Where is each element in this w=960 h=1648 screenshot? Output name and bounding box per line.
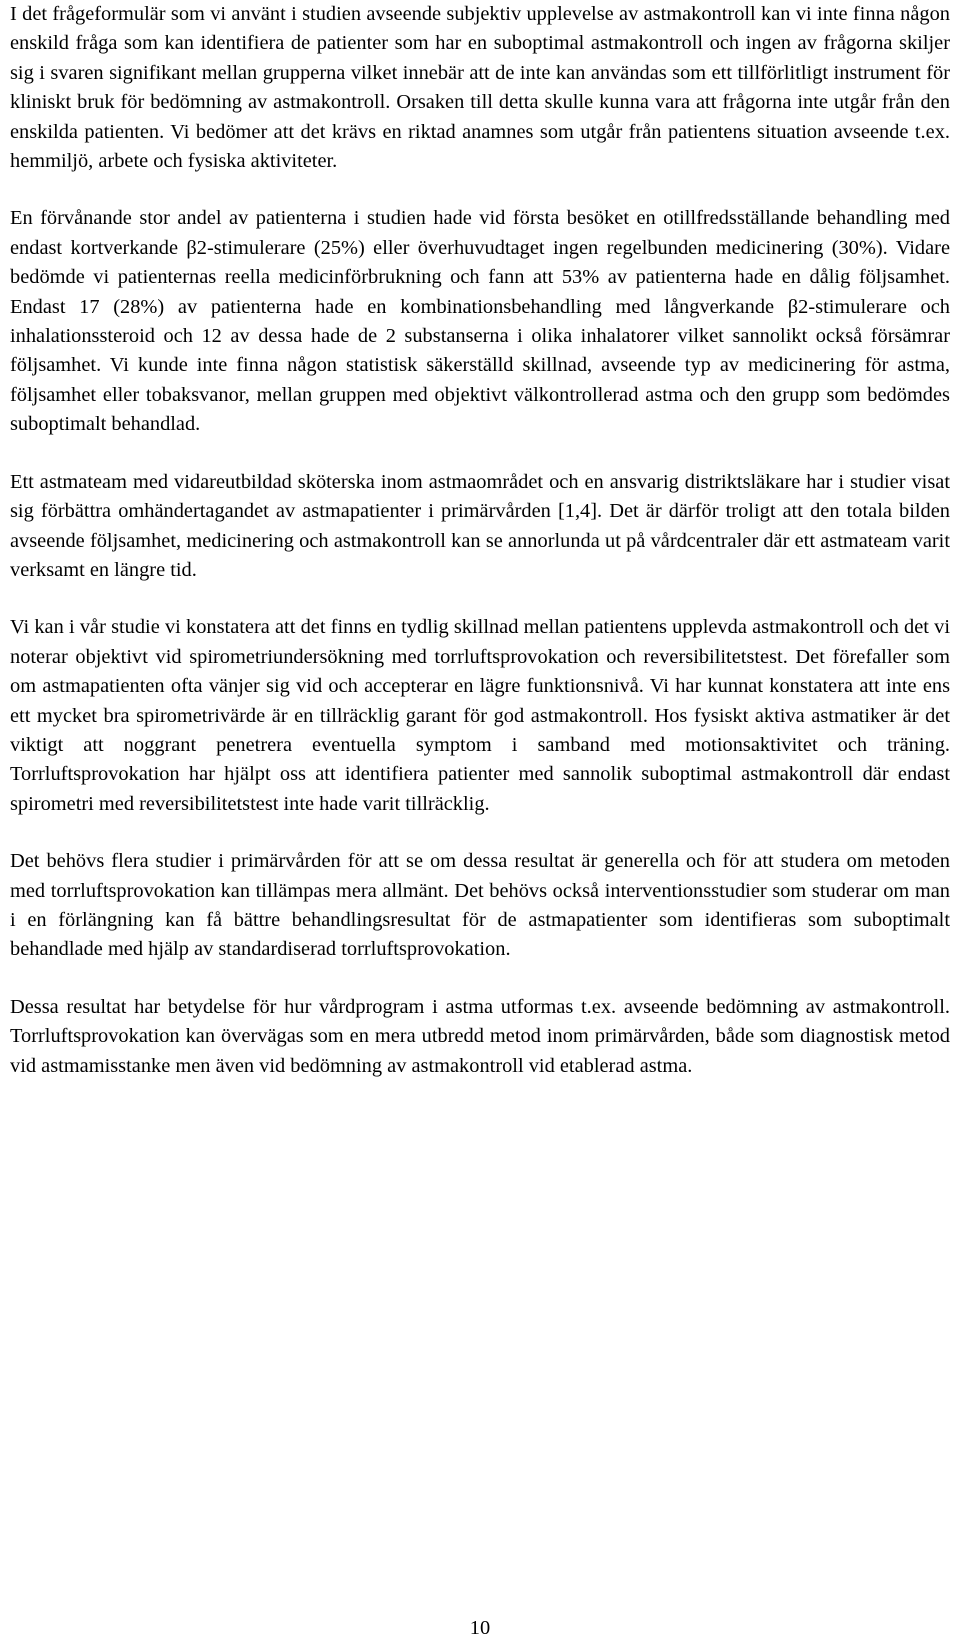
- paragraph-3: Ett astmateam med vidareutbildad sköterska inom astmaområdet och en ansvarig distriktsläkare har i studier visat sig förbättra omhändertagandet av astmapatienter i primärvården [1,4]. Det är därför troligt att den totala bilden avseende följsamhet, medicinering och astmakontroll kan se annorlunda ut på vårdcentraler där ett astmateam varit verksamt en längre tid.: [10, 470, 950, 581]
- paragraph-5: Det behövs flera studier i primärvården för att se om dessa resultat är generella och för att studera om metoden med torrluftsprovokation kan tillämpas mera allmänt. Det behövs också interventionsstudier som studerar om man i en förlängning kan få bättre behandlingsresultat för de astmapatienter som identifieras som suboptimalt behandlade med hjälp av standardiserad torrluftsprovokation.: [10, 850, 950, 961]
- paragraph-6: Dessa resultat har betydelse för hur vårdprogram i astma utformas t.ex. avseende bedömning av astmakontroll. Torrluftsprovokation kan övervägas som en mera utbredd metod inom primärvården, både som diagnostisk metod vid astmamisstanke men även vid bedömning av astmakontroll vid etablerad astma.: [10, 995, 950, 1077]
- page-number: 10: [469, 1617, 491, 1639]
- paragraph-1: I det frågeformulär som vi använt i studien avseende subjektiv upplevelse av astmakontroll kan vi inte finna någon enskild fråga som kan identifiera de patienter som har en suboptimal astmakontroll och ingen av frågorna skiljer sig i svaren signifikant mellan grupperna vilket innebär att de inte kan användas som ett tillförlitligt instrument för kliniskt bruk för bedömning av astmakontroll. Orsaken till detta skulle kunna vara att frågorna inte utgår från den enskilda patienten. Vi bedömer att det krävs en riktad anamnes som utgår från patientens situation avseende t.ex. hemmiljö, arbete och fysiska aktiviteter.: [10, 3, 950, 173]
- document-body: [10, 0, 950, 1109]
- paragraph-2: En förvånande stor andel av patienterna i studien hade vid första besöket en otillfredsställande behandling med endast kortverkande β2-stimulerare (25%) eller överhuvudtaget ingen regelbunden medicinering (30%). Vidare bedömde vi patienternas reella medicinförbrukning och fann att 53% av patienterna hade en dålig följsamhet. Endast 17 (28%) av patienterna hade en kombinationsbehandling med långverkande β2-stimulerare och inhalationssteroid och 12 av dessa hade de 2 substanserna i olika inhalatorer vilket sannolikt också försämrar följsamhet. Vi kunde inte finna någon statistisk säkerställd skillnad, avseende typ av medicinering för astma, följsamhet eller tobaksvanor, mellan gruppen med objektivt välkontrollerad astma och den grupp som bedömdes suboptimalt behandlad.: [10, 207, 950, 436]
- paragraph-4: Vi kan i vår studie vi konstatera att det finns en tydlig skillnad mellan patientens upplevda astmakontroll och det vi noterar objektivt vid spirometriundersökning med torrluftsprovokation och reversibilitetstest. Det förefaller som om astmapatienten ofta vänjer sig vid och accepterar en lägre funktionsnivå. Vi har kunnat konstatera att inte ens ett mycket bra spirometrivärde är en tillräcklig garant för god astmakontroll. Hos fysiskt aktiva astmatiker är det viktigt att noggrant penetrera eventuella symptom i samband med motionsaktivitet och träning. Torrluftsprovokation har hjälpt oss att identifiera patienter med sannolik suboptimal astmakontroll där endast spirometri med reversibilitetstest inte hade varit tillräcklig.: [10, 616, 950, 815]
